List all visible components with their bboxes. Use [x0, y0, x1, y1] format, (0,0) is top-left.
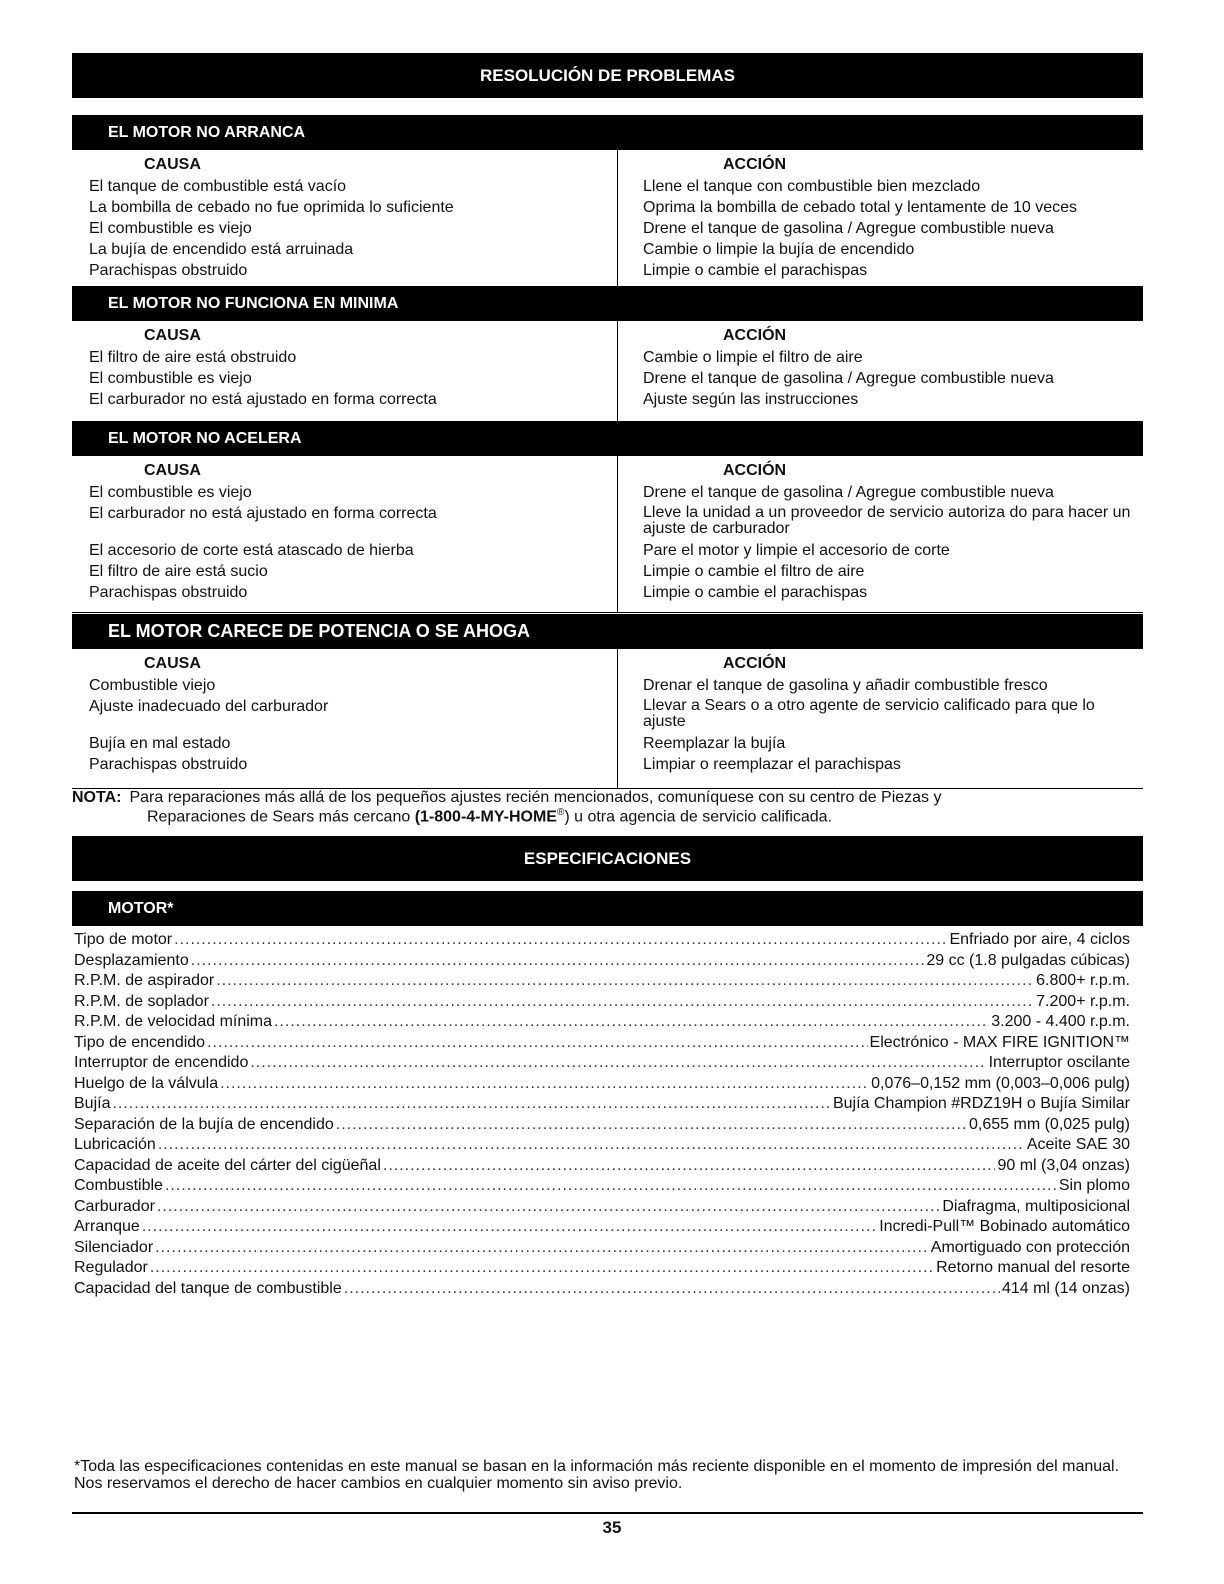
accion-column — [643, 456, 1133, 603]
dot-leader — [112, 1094, 831, 1115]
spec-row — [74, 1238, 1130, 1259]
spec-label: Separación de la bujía de encendido — [74, 1115, 334, 1133]
causa-cell: La bombilla de cebado no fue oprimida lo suficiente — [89, 199, 454, 216]
repair-note — [72, 790, 1132, 824]
accion-cell: Limpie o cambie el parachispas — [643, 584, 868, 601]
dot-leader — [157, 1197, 940, 1218]
dot-leader — [220, 1074, 869, 1095]
accion-cell: Pare el motor y limpie el accesorio de corte — [643, 542, 950, 559]
spec-row — [74, 1115, 1130, 1136]
dot-leader — [174, 930, 947, 951]
dot-leader — [216, 971, 1034, 992]
accion-header: ACCIÓN — [723, 462, 787, 479]
dot-leader — [336, 1115, 967, 1136]
spec-row — [74, 1074, 1130, 1095]
specifications-title: ESPECIFICACIONES — [72, 836, 1143, 881]
causa-cell: Bujía en mal estado — [89, 735, 231, 752]
causa-cell: La bujía de encendido está arruinada — [89, 241, 354, 258]
spec-row — [74, 992, 1130, 1013]
causa-header: CAUSA — [144, 156, 201, 173]
dot-leader — [150, 1258, 934, 1279]
spec-value: 90 ml (3,04 onzas) — [997, 1156, 1130, 1174]
section-heading: EL MOTOR NO ACELERA — [72, 421, 1143, 456]
causa-cell: El combustible es viejo — [89, 484, 252, 501]
causa-header: CAUSA — [144, 462, 201, 479]
dot-leader — [274, 1012, 989, 1033]
section-heading: EL MOTOR CARECE DE POTENCIA O SE AHOGA — [72, 614, 1143, 649]
section-table — [72, 649, 1143, 789]
section-no-arranca — [72, 115, 1143, 287]
accion-cell: Drene el tanque de gasolina / Agregue combustible nueva — [643, 484, 1054, 501]
spec-value: 414 ml (14 onzas) — [1001, 1279, 1130, 1297]
causa-column — [89, 649, 609, 775]
accion-cell: Llene el tanque con combustible bien mezclado — [643, 178, 981, 195]
causa-column — [89, 150, 609, 281]
causa-header: CAUSA — [144, 327, 201, 344]
accion-column — [643, 321, 1133, 410]
spec-value: Enfriado por aire, 4 ciclos — [949, 931, 1130, 948]
note-line-2-end: ) u otra agencia de servicio calificada. — [564, 808, 833, 826]
spec-label: R.P.M. de velocidad mínima — [74, 1013, 273, 1030]
section-no-acelera — [72, 421, 1143, 613]
causa-cell: El filtro de aire está obstruido — [89, 349, 297, 366]
accion-cell: Drene el tanque de gasolina / Agregue combustible nueva — [643, 370, 1054, 387]
spec-label: Interruptor de encendido — [74, 1054, 249, 1071]
spec-row — [74, 1197, 1130, 1218]
section-heading: EL MOTOR NO FUNCIONA EN MINIMA — [72, 286, 1143, 321]
motor-section — [72, 891, 1143, 926]
spec-value: 29 cc (1.8 pulgadas cúbicas) — [926, 951, 1130, 969]
causa-column — [89, 456, 609, 603]
spec-value: Retorno manual del resorte — [936, 1259, 1130, 1276]
dot-leader — [158, 1135, 1025, 1156]
spec-value: 3.200 - 4.400 r.p.m. — [991, 1013, 1130, 1030]
spec-value: Electrónico - MAX FIRE IGNITION™ — [869, 1033, 1130, 1051]
dot-leader — [142, 1217, 877, 1238]
spec-row — [74, 1012, 1130, 1033]
spec-value: 0,076–0,152 mm (0,003–0,006 pulg) — [871, 1074, 1130, 1092]
accion-cell: Limpie o cambie el parachispas — [643, 262, 868, 279]
spec-row — [74, 1135, 1130, 1156]
spec-label: Tipo de encendido — [74, 1033, 206, 1051]
causa-cell: El tanque de combustible está vacío — [89, 178, 347, 195]
spec-row — [74, 1156, 1130, 1177]
spec-row — [74, 1053, 1130, 1074]
column-divider — [617, 321, 618, 421]
spec-label: Tipo de motor — [74, 931, 173, 948]
registered-mark: ® — [556, 807, 565, 818]
accion-header: ACCIÓN — [723, 156, 787, 173]
spec-row — [74, 1033, 1130, 1054]
dot-leader — [207, 1033, 867, 1054]
accion-cell: Drenar el tanque de gasolina y añadir combustible fresco — [643, 677, 1048, 694]
spec-label: Capacidad del tanque de combustible — [74, 1279, 342, 1297]
section-table — [72, 150, 1143, 287]
column-divider — [617, 150, 618, 286]
spec-label: Desplazamiento — [74, 951, 189, 969]
spec-label: Combustible — [74, 1177, 163, 1194]
spec-value: Incredi-Pull™ Bobinado automático — [879, 1218, 1130, 1235]
accion-cell: Drene el tanque de gasolina / Agregue combustible nueva — [643, 220, 1054, 237]
causa-cell: El filtro de aire está sucio — [89, 563, 268, 580]
spec-label: Arranque — [74, 1218, 140, 1235]
causa-cell: Parachispas obstruido — [89, 756, 248, 773]
spec-row — [74, 1217, 1130, 1238]
accion-cell: Limpiar o reemplazar el parachispas — [643, 756, 901, 773]
spec-value: 6.800+ r.p.m. — [1036, 972, 1130, 989]
column-divider — [617, 649, 618, 788]
causa-column — [89, 321, 609, 410]
accion-column — [643, 150, 1133, 281]
accion-cell: Ajuste según las instrucciones — [643, 391, 859, 408]
accion-cell: Limpie o cambie el filtro de aire — [643, 563, 865, 580]
dot-leader — [211, 992, 1034, 1013]
footer-rule — [72, 1512, 1143, 1514]
section-heading: EL MOTOR NO ARRANCA — [72, 115, 1143, 150]
motor-spec-list — [74, 930, 1130, 1299]
section-table — [72, 321, 1143, 422]
spec-row — [74, 951, 1130, 972]
dot-leader — [155, 1238, 929, 1259]
accion-cell: Cambie o limpie el filtro de aire — [643, 349, 863, 366]
note-line-2-text: Reparaciones de Sears más cercano — [147, 808, 415, 826]
note-line-1: Para reparaciones más allá de los pequeños ajustes recién mencionados, comuníquese con su centro de Piezas y — [129, 789, 942, 806]
causa-cell: El combustible es viejo — [89, 220, 252, 237]
accion-cell: Llevar a Sears o a otro agente de servicio calificado para que lo ajuste — [643, 697, 1095, 730]
page-number: 35 — [602, 1518, 622, 1537]
section-table — [72, 456, 1143, 613]
spec-row — [74, 971, 1130, 992]
dot-leader — [191, 951, 925, 972]
spec-value: Sin plomo — [1058, 1177, 1130, 1194]
sears-phone-number: (1-800-4-MY-HOME — [414, 808, 557, 826]
motor-heading: MOTOR* — [72, 891, 1143, 926]
causa-header: CAUSA — [144, 655, 201, 672]
section-no-funciona-minima — [72, 286, 1143, 422]
spec-row — [74, 1094, 1130, 1115]
spec-row — [74, 930, 1130, 951]
causa-cell: Parachispas obstruido — [89, 584, 248, 601]
spec-label: Carburador — [74, 1197, 155, 1215]
accion-cell: Lleve la unidad a un proveedor de servicio autoriza do para hacer un ajuste de carburador — [643, 504, 1131, 537]
accion-header: ACCIÓN — [723, 655, 787, 672]
causa-cell: El combustible es viejo — [89, 370, 252, 387]
dot-leader — [250, 1053, 986, 1074]
spec-value: Bujía Champion #RDZ19H o Bujía Similar — [832, 1095, 1130, 1112]
spec-row — [74, 1279, 1130, 1300]
spec-value: Diafragma, multiposicional — [942, 1197, 1130, 1215]
accion-cell: Cambie o limpie la bujía de encendido — [643, 241, 915, 258]
spec-value: Interruptor oscilante — [988, 1054, 1130, 1071]
causa-cell: Ajuste inadecuado del carburador — [89, 698, 329, 715]
causa-cell: El accesorio de corte está atascado de hierba — [89, 542, 414, 559]
spec-value: 7.200+ r.p.m. — [1036, 992, 1130, 1010]
troubleshooting-title: RESOLUCIÓN DE PROBLEMAS — [72, 53, 1143, 98]
spec-label: Huelgo de la válvula — [74, 1074, 219, 1092]
note-label: NOTA: — [72, 789, 122, 806]
spec-label: Silenciador — [74, 1238, 154, 1256]
spec-label: R.P.M. de soplador — [74, 992, 209, 1010]
specifications-footnote: *Toda las especificaciones contenidas en este manual se basan en la información más reciente disponible en el momento de impresión del manual. Nos reservamos el derecho de hacer cambios en cualquier momento sin aviso previo. — [74, 1458, 1120, 1492]
spec-label: Bujía — [74, 1095, 111, 1112]
dot-leader — [344, 1279, 1000, 1300]
column-divider — [617, 456, 618, 612]
spec-label: R.P.M. de aspirador — [74, 972, 215, 989]
section-carece-potencia — [72, 614, 1143, 789]
accion-header: ACCIÓN — [723, 327, 787, 344]
spec-row — [74, 1258, 1130, 1279]
accion-cell: Reemplazar la bujía — [643, 735, 786, 752]
dot-leader — [165, 1176, 1057, 1197]
spec-label: Capacidad de aceite del cárter del cigüeñal — [74, 1156, 381, 1174]
spec-value: 0,655 mm (0,025 pulg) — [969, 1115, 1130, 1133]
causa-cell: Parachispas obstruido — [89, 262, 248, 279]
spec-row — [74, 1176, 1130, 1197]
spec-value: Amortiguado con protección — [930, 1238, 1130, 1256]
causa-cell: El carburador no está ajustado en forma correcta — [89, 391, 437, 408]
accion-cell: Oprima la bombilla de cebado total y lentamente de 10 veces — [643, 199, 1078, 216]
causa-cell: El carburador no está ajustado en forma correcta — [89, 505, 437, 522]
note-line-2 — [72, 805, 1132, 824]
spec-value: Aceite SAE 30 — [1026, 1136, 1130, 1153]
accion-column — [643, 649, 1133, 775]
spec-label: Lubricación — [74, 1136, 156, 1153]
spec-label: Regulador — [74, 1259, 148, 1276]
dot-leader — [383, 1156, 996, 1177]
causa-cell: Combustible viejo — [89, 677, 216, 694]
